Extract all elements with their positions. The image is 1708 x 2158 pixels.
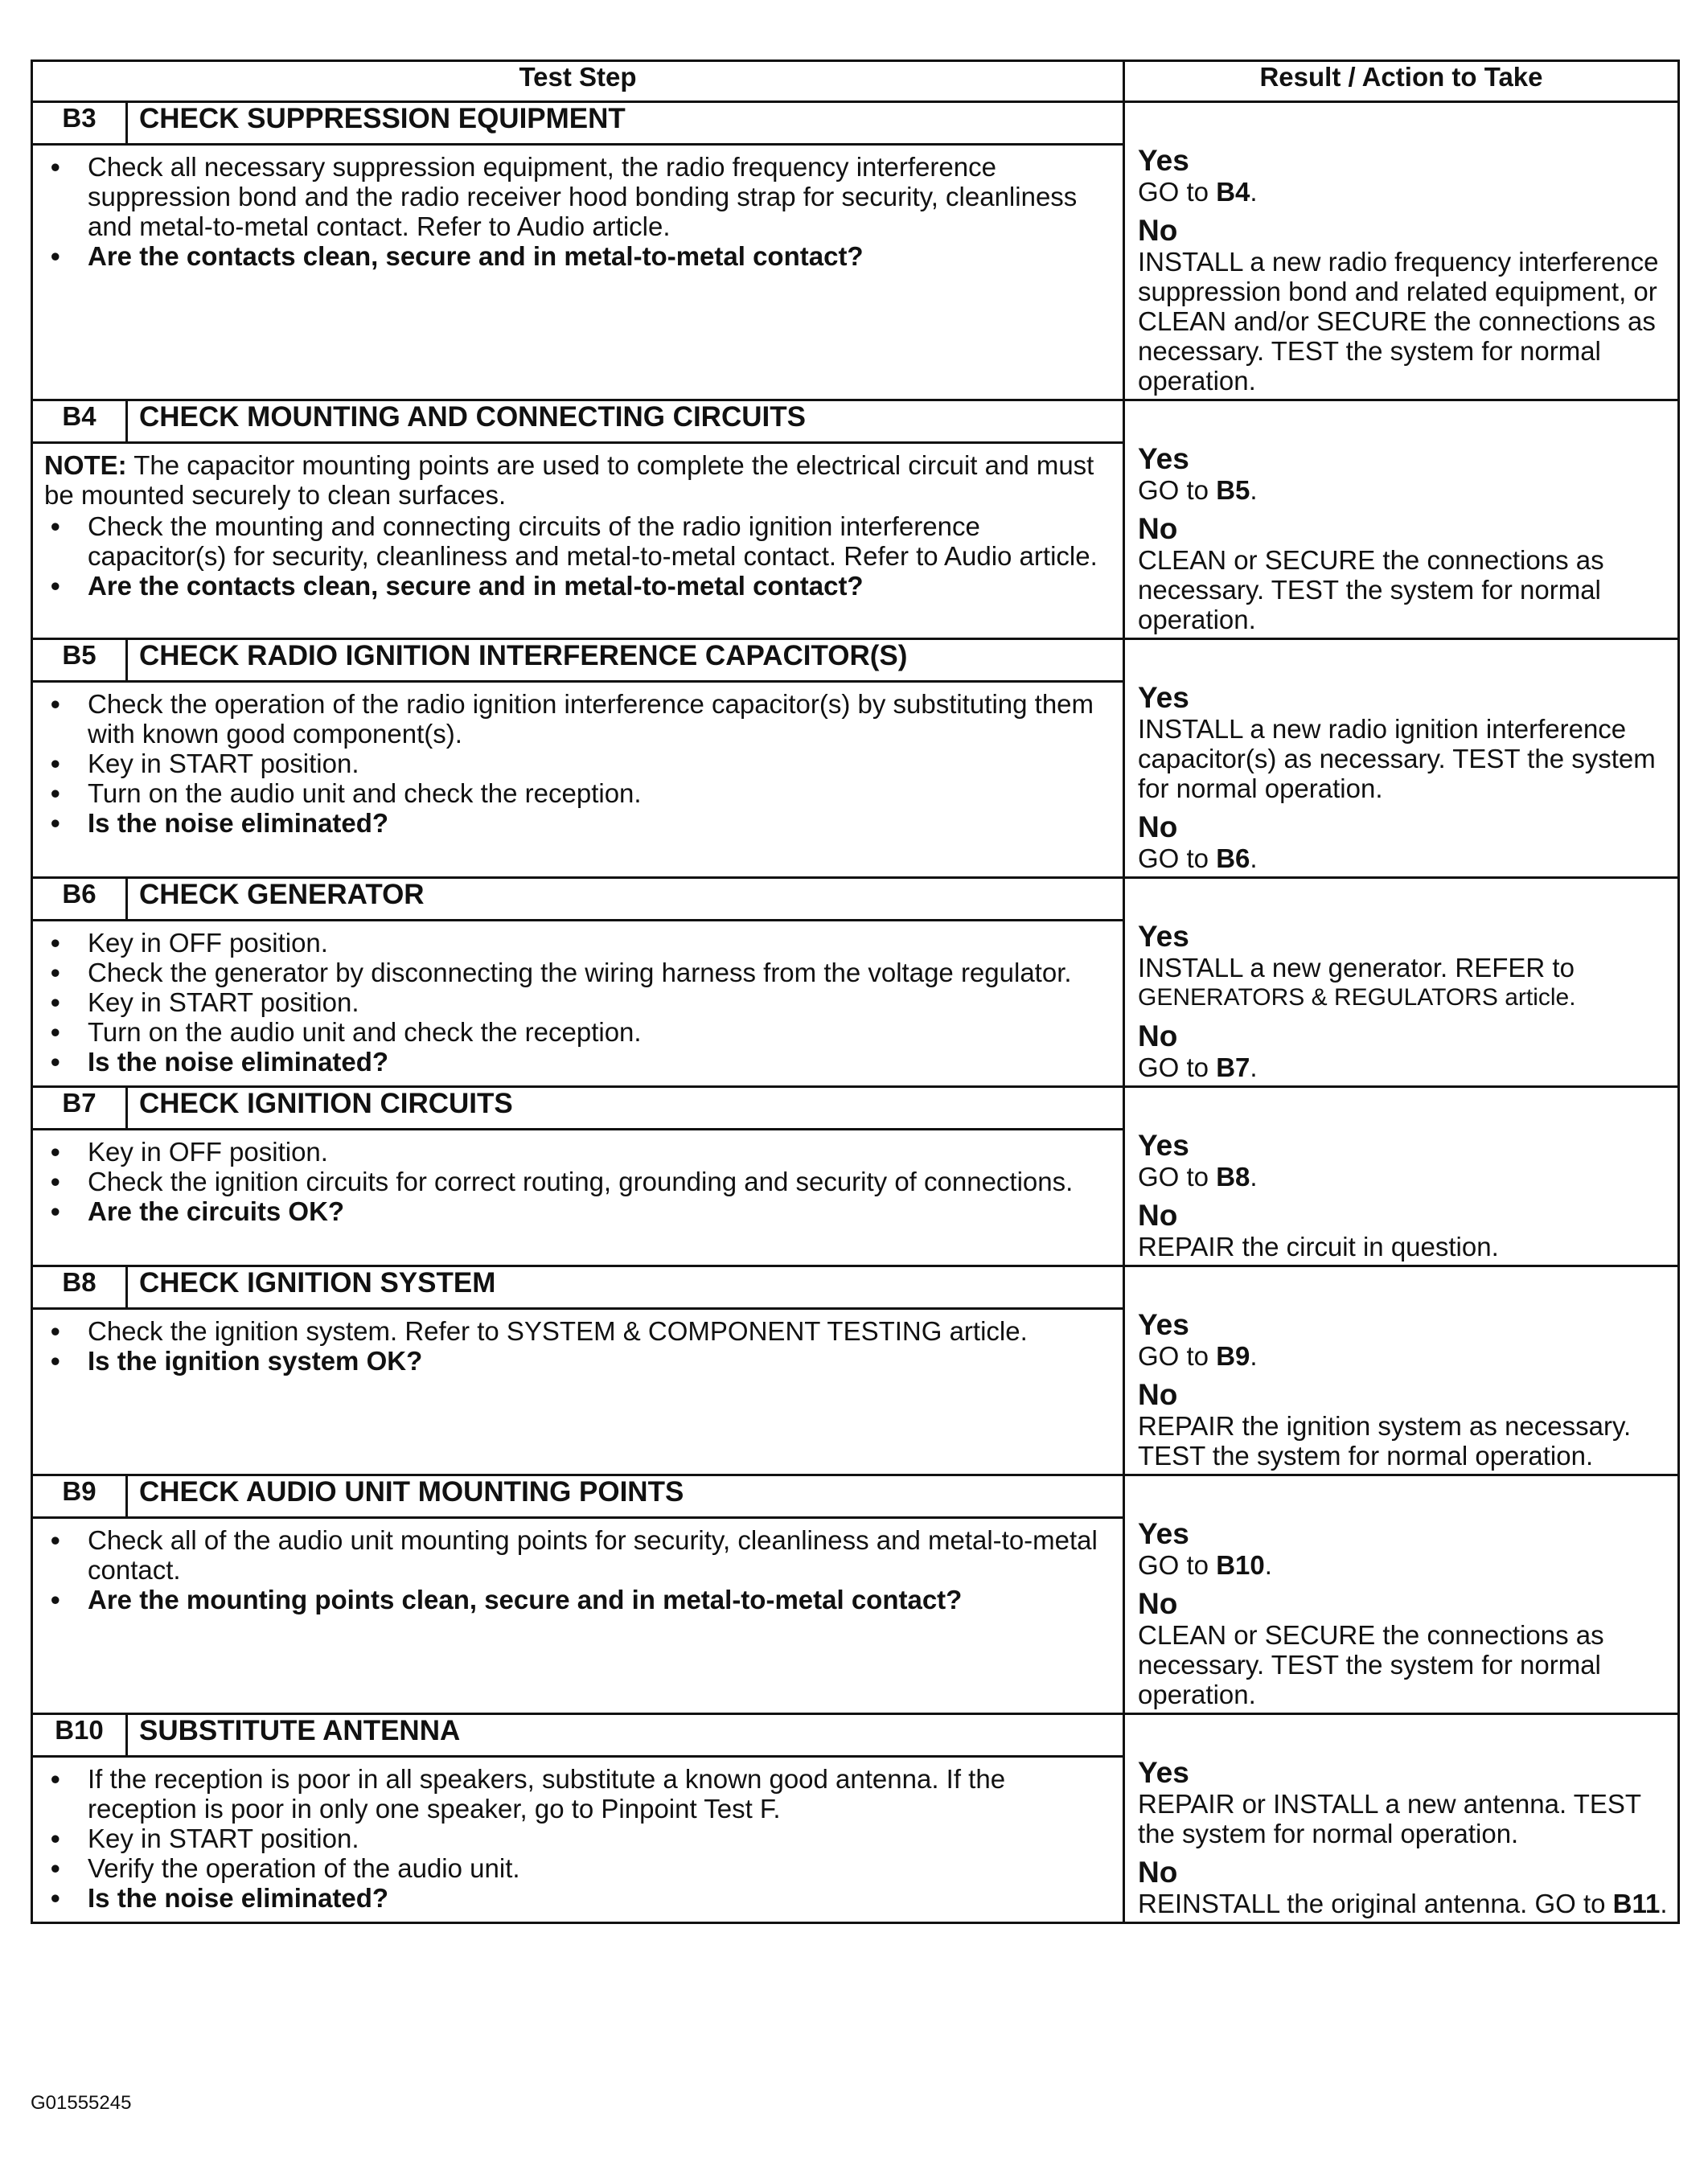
step-list [44,1137,1110,1226]
step-list [44,1316,1110,1376]
result-action-cell [1124,1475,1679,1714]
no-label: No [1138,1199,1178,1232]
test-step-table [31,59,1680,1924]
test-step-title-row [32,1475,1679,1518]
goto-step-ref: B5 [1216,475,1250,505]
step-question: • Is the ignition system OK? [44,1346,1110,1376]
table-header-row [32,61,1679,102]
yes-action [1138,953,1673,1012]
step-instruction: • Key in START position. [44,1824,1110,1853]
yes-label: Yes [1138,1517,1189,1550]
yes-label: Yes [1138,144,1189,177]
note-text: The capacitor mounting points are used to complete the electrical circuit and must be mounted securely to clean surfaces. [44,450,1094,510]
step-instruction: • Check all of the audio unit mounting points for security, cleanliness and metal-to-metal contact. [44,1525,1110,1585]
step-id: B5 [32,639,127,682]
step-instruction: • Key in START position. [44,749,1110,778]
step-procedure [32,1309,1124,1475]
step-procedure [32,1757,1124,1923]
test-step-title-row [32,102,1679,145]
step-instruction: • Check all necessary suppression equipment, the radio frequency interference suppression bond and the radio receiver hood bonding strap for security, cleanliness and metal-to-metal contact. Refer to Audio article. [44,152,1110,241]
pinpoint-test-document [31,59,1677,1924]
step-procedure [32,921,1124,1087]
goto-step-ref: B9 [1216,1341,1250,1371]
no-action-punct: . [1660,1889,1668,1918]
no-action [1138,247,1673,396]
yes-action-text: INSTALL a new radio ignition interference capacitor(s) as necessary. TEST the system for normal operation. [1138,714,1656,803]
step-question: • Is the noise eliminated? [44,1047,1110,1077]
result-action-cell [1124,878,1679,1087]
yes-action [1138,1789,1673,1848]
step-id: B8 [32,1266,127,1309]
yes-action-punct: . [1264,1550,1272,1580]
goto-step-ref: B10 [1216,1550,1265,1580]
no-label: No [1138,214,1178,247]
step-id: B4 [32,400,127,443]
yes-label: Yes [1138,681,1189,714]
no-action-text: REINSTALL the original antenna. GO to [1138,1889,1613,1918]
yes-action [1138,1162,1673,1192]
no-action-text: CLEAN or SECURE the connections as necessary. TEST the system for normal operation. [1138,545,1604,634]
step-note [44,450,1110,510]
step-title: SUBSTITUTE ANTENNA [127,1714,1124,1757]
yes-label: Yes [1138,920,1189,953]
test-step-title-row [32,1087,1679,1130]
no-label: No [1138,1020,1178,1052]
no-action [1138,545,1673,634]
step-instruction: • Turn on the audio unit and check the reception. [44,1017,1110,1047]
step-id: B9 [32,1475,127,1518]
step-list [44,1764,1110,1913]
step-instruction: • Check the ignition system. Refer to SYSTEM & COMPONENT TESTING article. [44,1316,1110,1346]
test-step-title-row [32,1714,1679,1757]
step-instruction: • Check the operation of the radio ignition interference capacitor(s) by substituting them with known good component(s). [44,689,1110,749]
no-action-text: REPAIR the circuit in question. [1138,1232,1499,1262]
step-title: CHECK IGNITION CIRCUITS [127,1087,1124,1130]
step-question: • Are the contacts clean, secure and in metal-to-metal contact? [44,241,1110,271]
step-question: • Are the mounting points clean, secure and in metal-to-metal contact? [44,1585,1110,1614]
no-action [1138,1411,1673,1471]
no-label: No [1138,512,1178,545]
result-action-cell [1124,102,1679,400]
yes-action [1138,1550,1673,1580]
goto-step-ref: B6 [1216,843,1250,873]
no-action-text: INSTALL a new radio frequency interference suppression bond and related equipment, or CLEAN and/or SECURE the connections as necessary. TEST the system for normal operation. [1138,247,1659,396]
step-procedure [32,1518,1124,1714]
result-action-cell [1124,1087,1679,1266]
step-instruction: • Check the ignition circuits for correct routing, grounding and security of connections. [44,1167,1110,1196]
step-title: CHECK GENERATOR [127,878,1124,921]
no-action-punct: . [1250,1052,1258,1082]
step-instruction: • Turn on the audio unit and check the reception. [44,778,1110,808]
no-action-text: REPAIR the ignition system as necessary. TEST the system for normal operation. [1138,1411,1632,1471]
step-instruction: • Key in OFF position. [44,928,1110,958]
yes-action-text: GO to [1138,1162,1217,1192]
no-action [1138,843,1673,873]
step-procedure [32,1130,1124,1266]
yes-action-punct: . [1250,475,1258,505]
step-list [44,928,1110,1077]
step-list [44,689,1110,838]
yes-action-text: GO to [1138,475,1217,505]
no-label: No [1138,1856,1178,1889]
step-title: CHECK IGNITION SYSTEM [127,1266,1124,1309]
step-instruction: • Verify the operation of the audio unit. [44,1853,1110,1883]
yes-label: Yes [1138,1308,1189,1341]
step-id: B6 [32,878,127,921]
yes-action-text: INSTALL a new generator. REFER to [1138,953,1575,983]
step-id: B3 [32,102,127,145]
step-instruction: • If the reception is poor in all speakers, substitute a known good antenna. If the reception is poor in only one speaker, go to Pinpoint Test F. [44,1764,1110,1824]
yes-action-punct: . [1250,1162,1258,1192]
yes-action [1138,177,1673,207]
yes-action-punct: . [1250,1341,1258,1371]
yes-action-reference: GENERATORS & REGULATORS article. [1138,984,1576,1011]
test-step-header: Test Step [32,61,1124,102]
test-step-title-row [32,1266,1679,1309]
yes-label: Yes [1138,1129,1189,1162]
no-action-text: GO to [1138,843,1217,873]
step-list [44,1525,1110,1614]
step-procedure [32,145,1124,400]
goto-step-ref: B4 [1216,177,1250,207]
yes-label: Yes [1138,1756,1189,1789]
result-action-cell [1124,1266,1679,1475]
result-action-cell [1124,1714,1679,1923]
figure-code: G01555245 [31,2092,132,2114]
no-action [1138,1232,1673,1262]
yes-action-text: GO to [1138,1341,1217,1371]
step-list [44,511,1110,601]
yes-action [1138,714,1673,803]
yes-label: Yes [1138,442,1189,475]
no-label: No [1138,1378,1178,1411]
no-action [1138,1620,1673,1709]
test-step-title-row [32,639,1679,682]
test-step-title-row [32,400,1679,443]
note-label: NOTE: [44,450,127,480]
step-procedure [32,682,1124,878]
no-action-text: CLEAN or SECURE the connections as necessary. TEST the system for normal operation. [1138,1620,1604,1709]
yes-action [1138,475,1673,505]
step-question: • Is the noise eliminated? [44,808,1110,838]
no-action [1138,1052,1673,1082]
step-title: CHECK AUDIO UNIT MOUNTING POINTS [127,1475,1124,1518]
result-action-cell [1124,639,1679,878]
yes-action-punct: . [1250,177,1258,207]
step-id: B7 [32,1087,127,1130]
yes-action-text: GO to [1138,177,1217,207]
step-title: CHECK MOUNTING AND CONNECTING CIRCUITS [127,400,1124,443]
step-instruction: • Check the generator by disconnecting the wiring harness from the voltage regulator. [44,958,1110,987]
no-action-punct: . [1250,843,1258,873]
step-list [44,152,1110,271]
yes-action-text: REPAIR or INSTALL a new antenna. TEST the system for normal operation. [1138,1789,1641,1848]
step-instruction: • Check the mounting and connecting circuits of the radio ignition interference capacitor(s) for security, cleanliness and metal-to-metal contact. Refer to Audio article. [44,511,1110,571]
no-label: No [1138,1587,1178,1620]
goto-step-ref: B8 [1216,1162,1250,1192]
result-action-header: Result / Action to Take [1124,61,1679,102]
step-title: CHECK RADIO IGNITION INTERFERENCE CAPACITOR(S) [127,639,1124,682]
no-action-text: GO to [1138,1052,1217,1082]
goto-step-ref: B11 [1612,1889,1661,1918]
step-id: B10 [32,1714,127,1757]
yes-action [1138,1341,1673,1371]
step-title: CHECK SUPPRESSION EQUIPMENT [127,102,1124,145]
no-action [1138,1889,1673,1918]
step-instruction: • Key in OFF position. [44,1137,1110,1167]
step-procedure [32,443,1124,639]
step-instruction: • Key in START position. [44,987,1110,1017]
step-question: • Is the noise eliminated? [44,1883,1110,1913]
test-step-title-row [32,878,1679,921]
no-label: No [1138,810,1178,843]
result-action-cell [1124,400,1679,639]
yes-action-text: GO to [1138,1550,1217,1580]
step-question: • Are the contacts clean, secure and in metal-to-metal contact? [44,571,1110,601]
goto-step-ref: B7 [1216,1052,1250,1082]
step-question: • Are the circuits OK? [44,1196,1110,1226]
